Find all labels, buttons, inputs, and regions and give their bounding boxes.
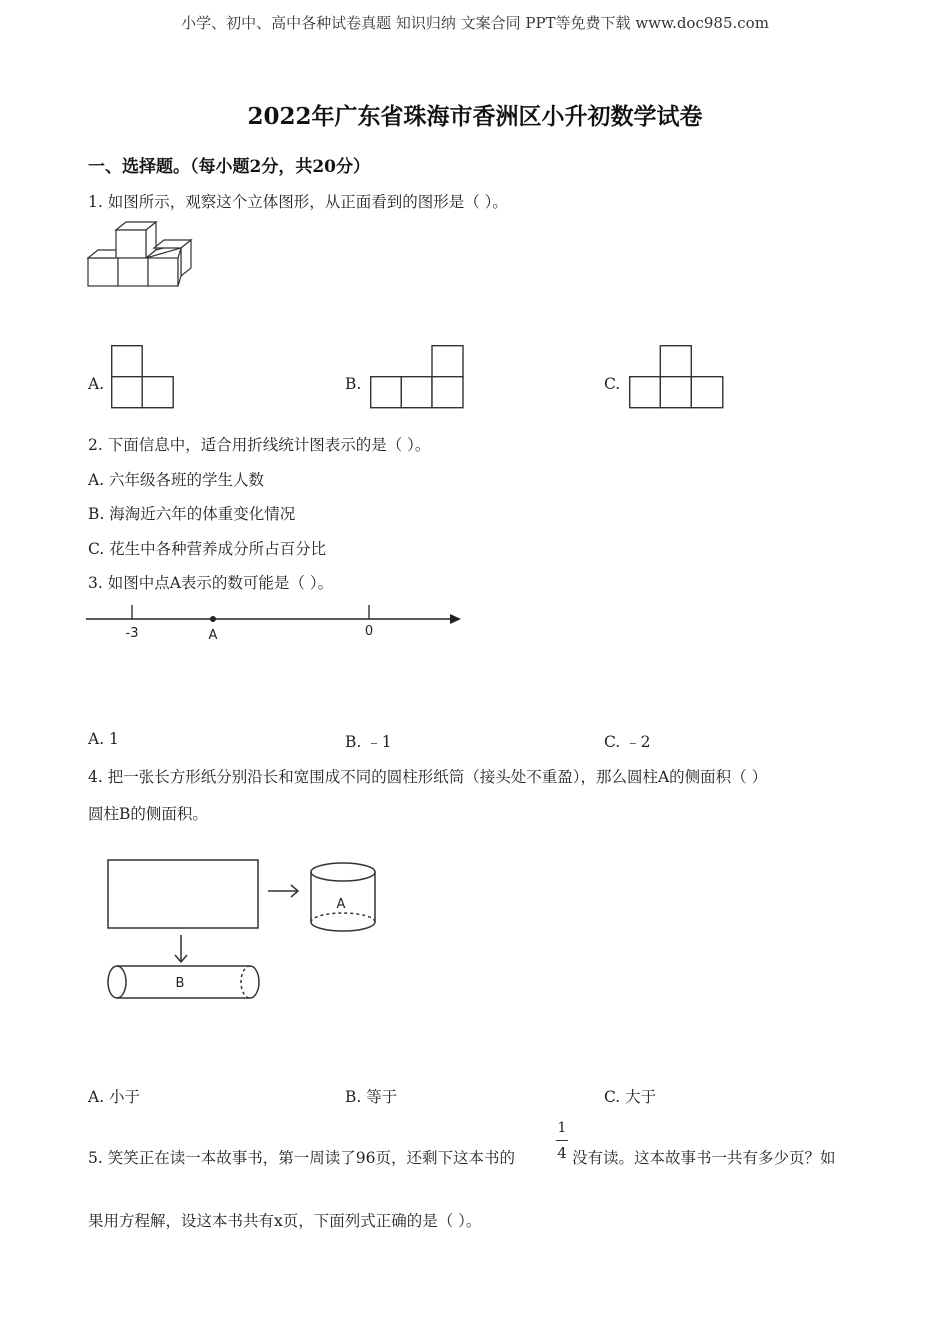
- section-heading: 一、选择题。（每小题2分，共20分）: [88, 157, 370, 177]
- question-3-text: 3. 如图中点A表示的数可能是（ ）。: [88, 574, 334, 592]
- q1-option-a: A.: [88, 375, 105, 393]
- q3-option-b: B. ﹣1: [345, 733, 392, 751]
- q4-option-b: B. 等于: [345, 1088, 398, 1106]
- question-1-text: 1. 如图所示，观察这个立体图形，从正面看到的图形是（ ）。: [88, 193, 508, 211]
- page-header: 小学、初中、高中各种试卷真题 知识归纳 文案合同 PPT等免费下载 www.doc985.com: [181, 14, 769, 32]
- q4-option-a: A. 小于: [88, 1088, 141, 1106]
- q1-option-b-figure: [370, 345, 464, 409]
- question-4-text-line1: 4. 把一张长方形纸分别沿长和宽围成不同的圆柱形纸筒（接头处不重盈），那么圆柱A的侧面积（ ）: [88, 768, 768, 786]
- question-5-text-line2: 果用方程解，设这本书共有x页，下面列式正确的是（ ）。: [88, 1212, 482, 1230]
- q3-option-a: A. 1: [88, 730, 119, 748]
- question-2-text: 2. 下面信息中，适合用折线统计图表示的是（ ）。: [88, 436, 431, 454]
- question-5-text-after: 没有读。这本故事书一共有多少页？如: [572, 1149, 836, 1167]
- question-5-text-before: 5. 笑笑正在读一本故事书，第一周读了96页，还剩下这本书的: [88, 1149, 515, 1167]
- q1-option-b: B.: [345, 375, 362, 393]
- question-4-text-line2: 圆柱B的侧面积。: [88, 805, 208, 823]
- q2-option-c: C. 花生中各种营养成分所占百分比: [88, 540, 327, 558]
- fraction-numerator: 1: [557, 1120, 567, 1136]
- axis-label-point-a: A: [208, 628, 218, 643]
- q1-option-a-figure: [111, 345, 175, 409]
- q3-number-line: [86, 600, 466, 645]
- q4-option-c: C. 大于: [604, 1088, 657, 1106]
- q2-option-b: B. 海淘近六年的体重变化情况: [88, 505, 296, 523]
- q1-3d-figure: [86, 220, 196, 290]
- cylinder-a-label: A: [336, 897, 346, 912]
- q2-option-a: A. 六年级各班的学生人数: [88, 471, 265, 489]
- q1-option-c-figure: [629, 345, 724, 409]
- page-title: 2022年广东省珠海市香洲区小升初数学试卷: [247, 103, 703, 130]
- fraction-denominator: 4: [557, 1144, 567, 1162]
- q4-cylinder-diagram: [105, 855, 385, 1005]
- axis-label-zero: 0: [364, 624, 374, 639]
- fraction-bar: [556, 1140, 568, 1141]
- cylinder-b-label: B: [175, 976, 185, 991]
- q1-option-c: C.: [604, 375, 621, 393]
- axis-label-minus3: -3: [125, 626, 139, 641]
- q3-option-c: C. ﹣2: [604, 733, 651, 751]
